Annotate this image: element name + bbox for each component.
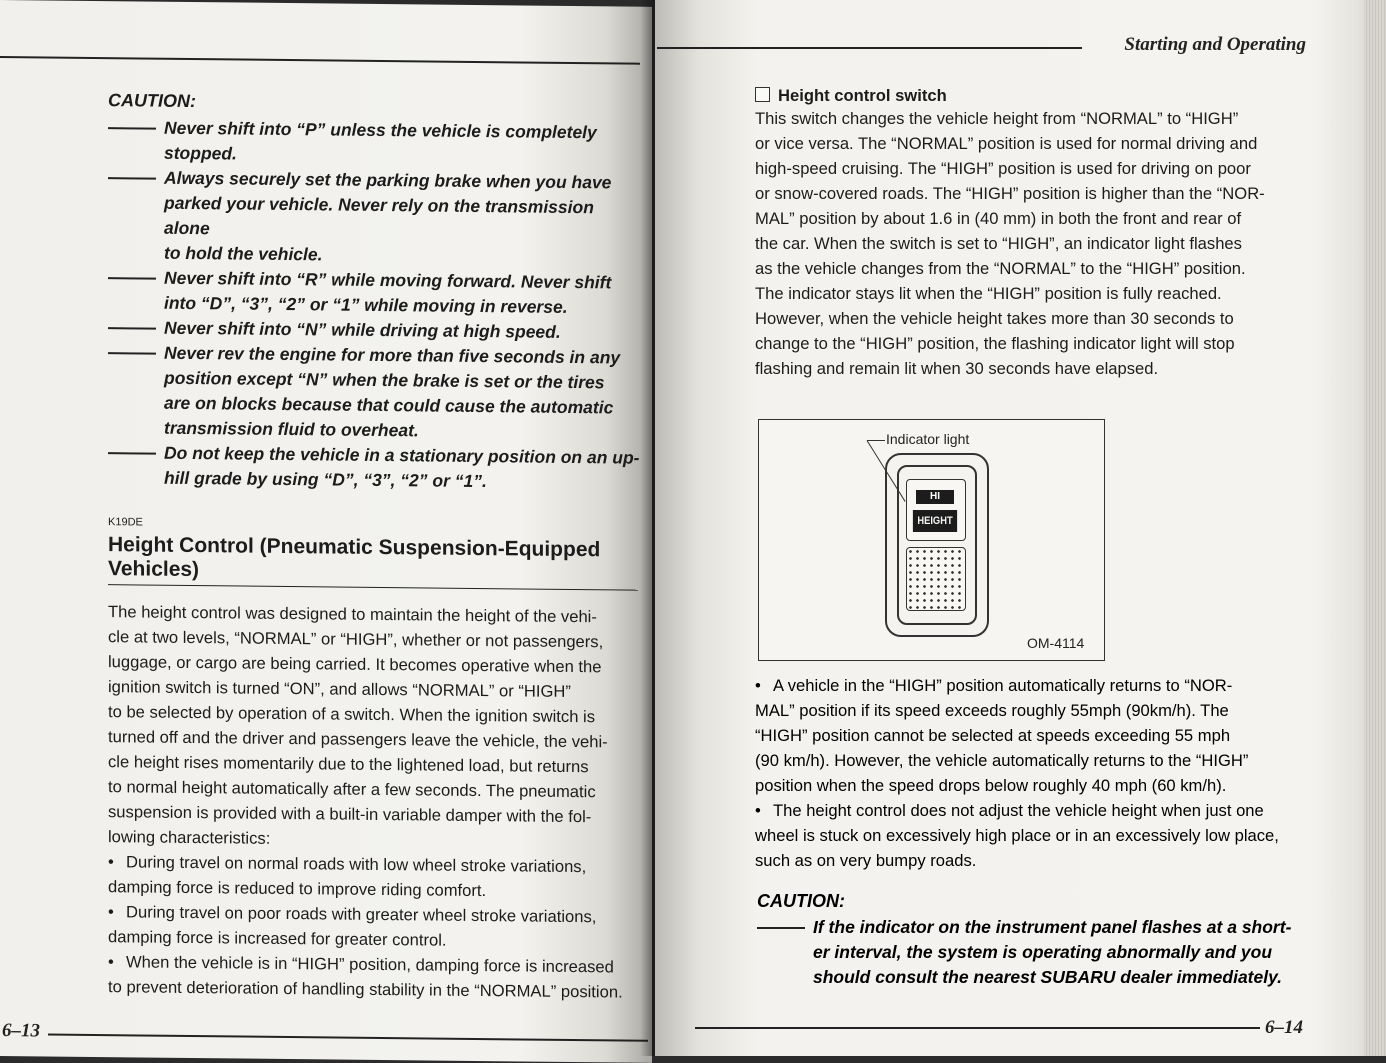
text-line: This switch changes the vehicle height from “NORMAL” to “HIGH” bbox=[755, 109, 1239, 128]
text-line: The height control was designed to maintain the height of the vehi- bbox=[108, 602, 597, 627]
caution-line: stopped. bbox=[164, 142, 237, 164]
figure-id: OM-4114 bbox=[1027, 635, 1085, 651]
caution-item bbox=[108, 440, 643, 496]
caution-line: should consult the nearest SUBARU dealer immediately. bbox=[813, 967, 1283, 987]
text-line: such as on very bumpy roads. bbox=[755, 851, 977, 870]
switch-bezel bbox=[885, 453, 989, 637]
footer-rule bbox=[695, 1027, 1260, 1029]
caution-line: Never shift into “P” unless the vehicle is completely bbox=[164, 117, 597, 143]
subsection-title-text: Height control switch bbox=[778, 86, 947, 105]
caution-line: are on blocks because that could cause the automatic bbox=[164, 392, 614, 418]
caution-line: Do not keep the vehicle in a stationary position on an up- bbox=[164, 442, 640, 468]
bullet-item bbox=[108, 849, 648, 905]
caution-line: If the indicator on the instrument panel flashes at a short- bbox=[813, 917, 1292, 937]
bullet-dot-icon: • bbox=[755, 801, 761, 820]
text-line: damping force is reduced to improve riding comfort. bbox=[108, 877, 487, 901]
checkbox-icon bbox=[755, 87, 770, 102]
text-line: The height control does not adjust the vehicle height when just one bbox=[773, 801, 1264, 820]
text-line: (90 km/h). However, the vehicle automatically returns to the “HIGH” bbox=[755, 751, 1249, 770]
caution-item bbox=[108, 115, 643, 171]
left-caution-block bbox=[108, 90, 643, 496]
header-rule bbox=[657, 47, 1082, 49]
text-line: cle height rises momentarily due to the lightened load, but returns bbox=[108, 752, 589, 777]
caution-line: Never shift into “N” while driving at high speed. bbox=[164, 317, 561, 342]
bullet-item bbox=[108, 949, 648, 1005]
text-line: cle at two levels, “NORMAL” or “HIGH”, whether or not passengers, bbox=[108, 627, 604, 652]
right-caution-block bbox=[757, 891, 1317, 990]
section-code: K19DE bbox=[108, 516, 143, 529]
text-line: as the vehicle changes from the “NORMAL” to the “HIGH” position. bbox=[755, 259, 1246, 278]
indicator-light: HI bbox=[916, 490, 954, 504]
damper-bullets bbox=[108, 849, 648, 1005]
subsection bbox=[755, 86, 1315, 381]
caution-heading: CAUTION: bbox=[757, 891, 845, 911]
height-switch-figure bbox=[758, 419, 1105, 661]
text-line: “HIGH” position cannot be selected at speeds exceeding 55 mph bbox=[755, 726, 1231, 745]
switch-housing bbox=[897, 465, 977, 625]
text-line: The indicator stays lit when the “HIGH” position is fully reached. bbox=[755, 284, 1222, 303]
text-line: ignition switch is turned “ON”, and allows “NORMAL” or “HIGH” bbox=[108, 677, 571, 701]
caution-heading: CAUTION: bbox=[108, 90, 196, 112]
page-edges bbox=[1364, 0, 1386, 1056]
text-line: During travel on normal roads with low wheel stroke variations, bbox=[126, 852, 587, 877]
text-line: position when the speed drops below roughly 40 mph (60 km/h). bbox=[755, 776, 1227, 795]
switch-rocker-normal bbox=[906, 547, 966, 611]
text-line: MAL” position if its speed exceeds roughly 55mph (90km/h). The bbox=[755, 701, 1229, 720]
caution-line: position except “N” when the brake is set or the tires bbox=[164, 367, 605, 393]
caution-line: transmission fluid to overheat. bbox=[164, 417, 419, 441]
footer-rule bbox=[48, 1034, 648, 1042]
text-line: the car. When the switch is set to “HIGH”, an indicator light flashes bbox=[755, 234, 1242, 253]
section-title-line: Height Control (Pneumatic Suspension-Equipped bbox=[108, 533, 601, 562]
caution-line: to hold the vehicle. bbox=[164, 242, 323, 265]
caution-item bbox=[108, 165, 643, 271]
caution-list bbox=[108, 115, 643, 496]
bullet-dot-icon: • bbox=[108, 902, 114, 922]
text-line: to be selected by operation of a switch. When the ignition switch is bbox=[108, 702, 596, 727]
text-line: When the vehicle is in “HIGH” position, damping force is increased bbox=[126, 952, 614, 977]
caution-line: Never rev the engine for more than five seconds in any bbox=[164, 342, 621, 368]
bullet-dot-icon: • bbox=[108, 852, 114, 872]
bullet-item bbox=[108, 899, 648, 955]
height-bullets bbox=[755, 673, 1315, 873]
switch-description bbox=[755, 106, 1315, 381]
callout-leader bbox=[867, 440, 885, 441]
bullet-dot-icon: • bbox=[108, 952, 114, 972]
text-line: flashing and remain lit when 30 seconds have elapsed. bbox=[755, 359, 1159, 378]
text-line: turned off and the driver and passengers leave the vehicle, the vehi- bbox=[108, 727, 608, 752]
subsection-title bbox=[755, 86, 1315, 106]
text-line: to prevent deterioration of handling stability in the “NORMAL” position. bbox=[108, 977, 623, 1002]
caution-line: Always securely set the parking brake when you have bbox=[164, 167, 612, 193]
bullet-item bbox=[755, 798, 1315, 873]
section-title-line: Vehicles) bbox=[108, 557, 200, 582]
text-line: to normal height automatically after a few seconds. The pneumatic bbox=[108, 777, 596, 802]
text-line: or vice versa. The “NORMAL” position is used for normal driving and bbox=[755, 134, 1258, 153]
text-line: lowing characteristics: bbox=[108, 827, 271, 848]
caution-item bbox=[757, 915, 1317, 990]
text-line: During travel on poor roads with greater wheel stroke variations, bbox=[126, 902, 597, 927]
text-line: A vehicle in the “HIGH” position automatically returns to “NOR- bbox=[773, 676, 1233, 695]
switch-rocker-high bbox=[906, 479, 966, 541]
bullet-item bbox=[755, 673, 1315, 798]
text-line: luggage, or cargo are being carried. It becomes operative when the bbox=[108, 652, 602, 677]
left-folio: 6–13 bbox=[2, 1020, 40, 1042]
text-line: wheel is stuck on excessively high place or in an excessively low place, bbox=[755, 826, 1279, 845]
caution-line: Never shift into “R” while moving forward. Never shift bbox=[164, 267, 612, 293]
header-rule bbox=[0, 56, 640, 65]
text-line: However, when the vehicle height takes more than 30 seconds to bbox=[755, 309, 1234, 328]
text-line: suspension is provided with a built-in variable damper with the fol- bbox=[108, 802, 592, 827]
caution-item bbox=[108, 340, 643, 446]
caution-line: into “D”, “3”, “2” or “1” while moving in reverse. bbox=[164, 292, 568, 317]
text-line: damping force is increased for greater control. bbox=[108, 927, 447, 950]
running-head: Starting and Operating bbox=[1124, 34, 1306, 55]
right-folio: 6–14 bbox=[1265, 1017, 1303, 1038]
caution-line: er interval, the system is operating abnormally and you bbox=[813, 942, 1273, 962]
caution-item bbox=[108, 265, 643, 321]
caution-line: hill grade by using “D”, “3”, “2” or “1”. bbox=[164, 467, 487, 492]
switch-label: HEIGHT bbox=[913, 510, 957, 532]
indicator-callout: Indicator light bbox=[886, 431, 970, 447]
section-title bbox=[108, 533, 643, 587]
bullet-dot-icon: • bbox=[755, 676, 761, 695]
caution-line: parked your vehicle. Never rely on the transmission alone bbox=[164, 192, 594, 239]
left-page bbox=[0, 0, 652, 1063]
intro-paragraph bbox=[108, 599, 648, 855]
text-line: change to the “HIGH” position, the flashing indicator light will stop bbox=[755, 334, 1235, 353]
text-line: or snow-covered roads. The “HIGH” position is higher than the “NOR- bbox=[755, 184, 1265, 203]
text-line: high-speed cruising. The “HIGH” position is used for driving on poor bbox=[755, 159, 1251, 178]
text-line: MAL” position by about 1.6 in (40 mm) in both the front and rear of bbox=[755, 209, 1242, 228]
